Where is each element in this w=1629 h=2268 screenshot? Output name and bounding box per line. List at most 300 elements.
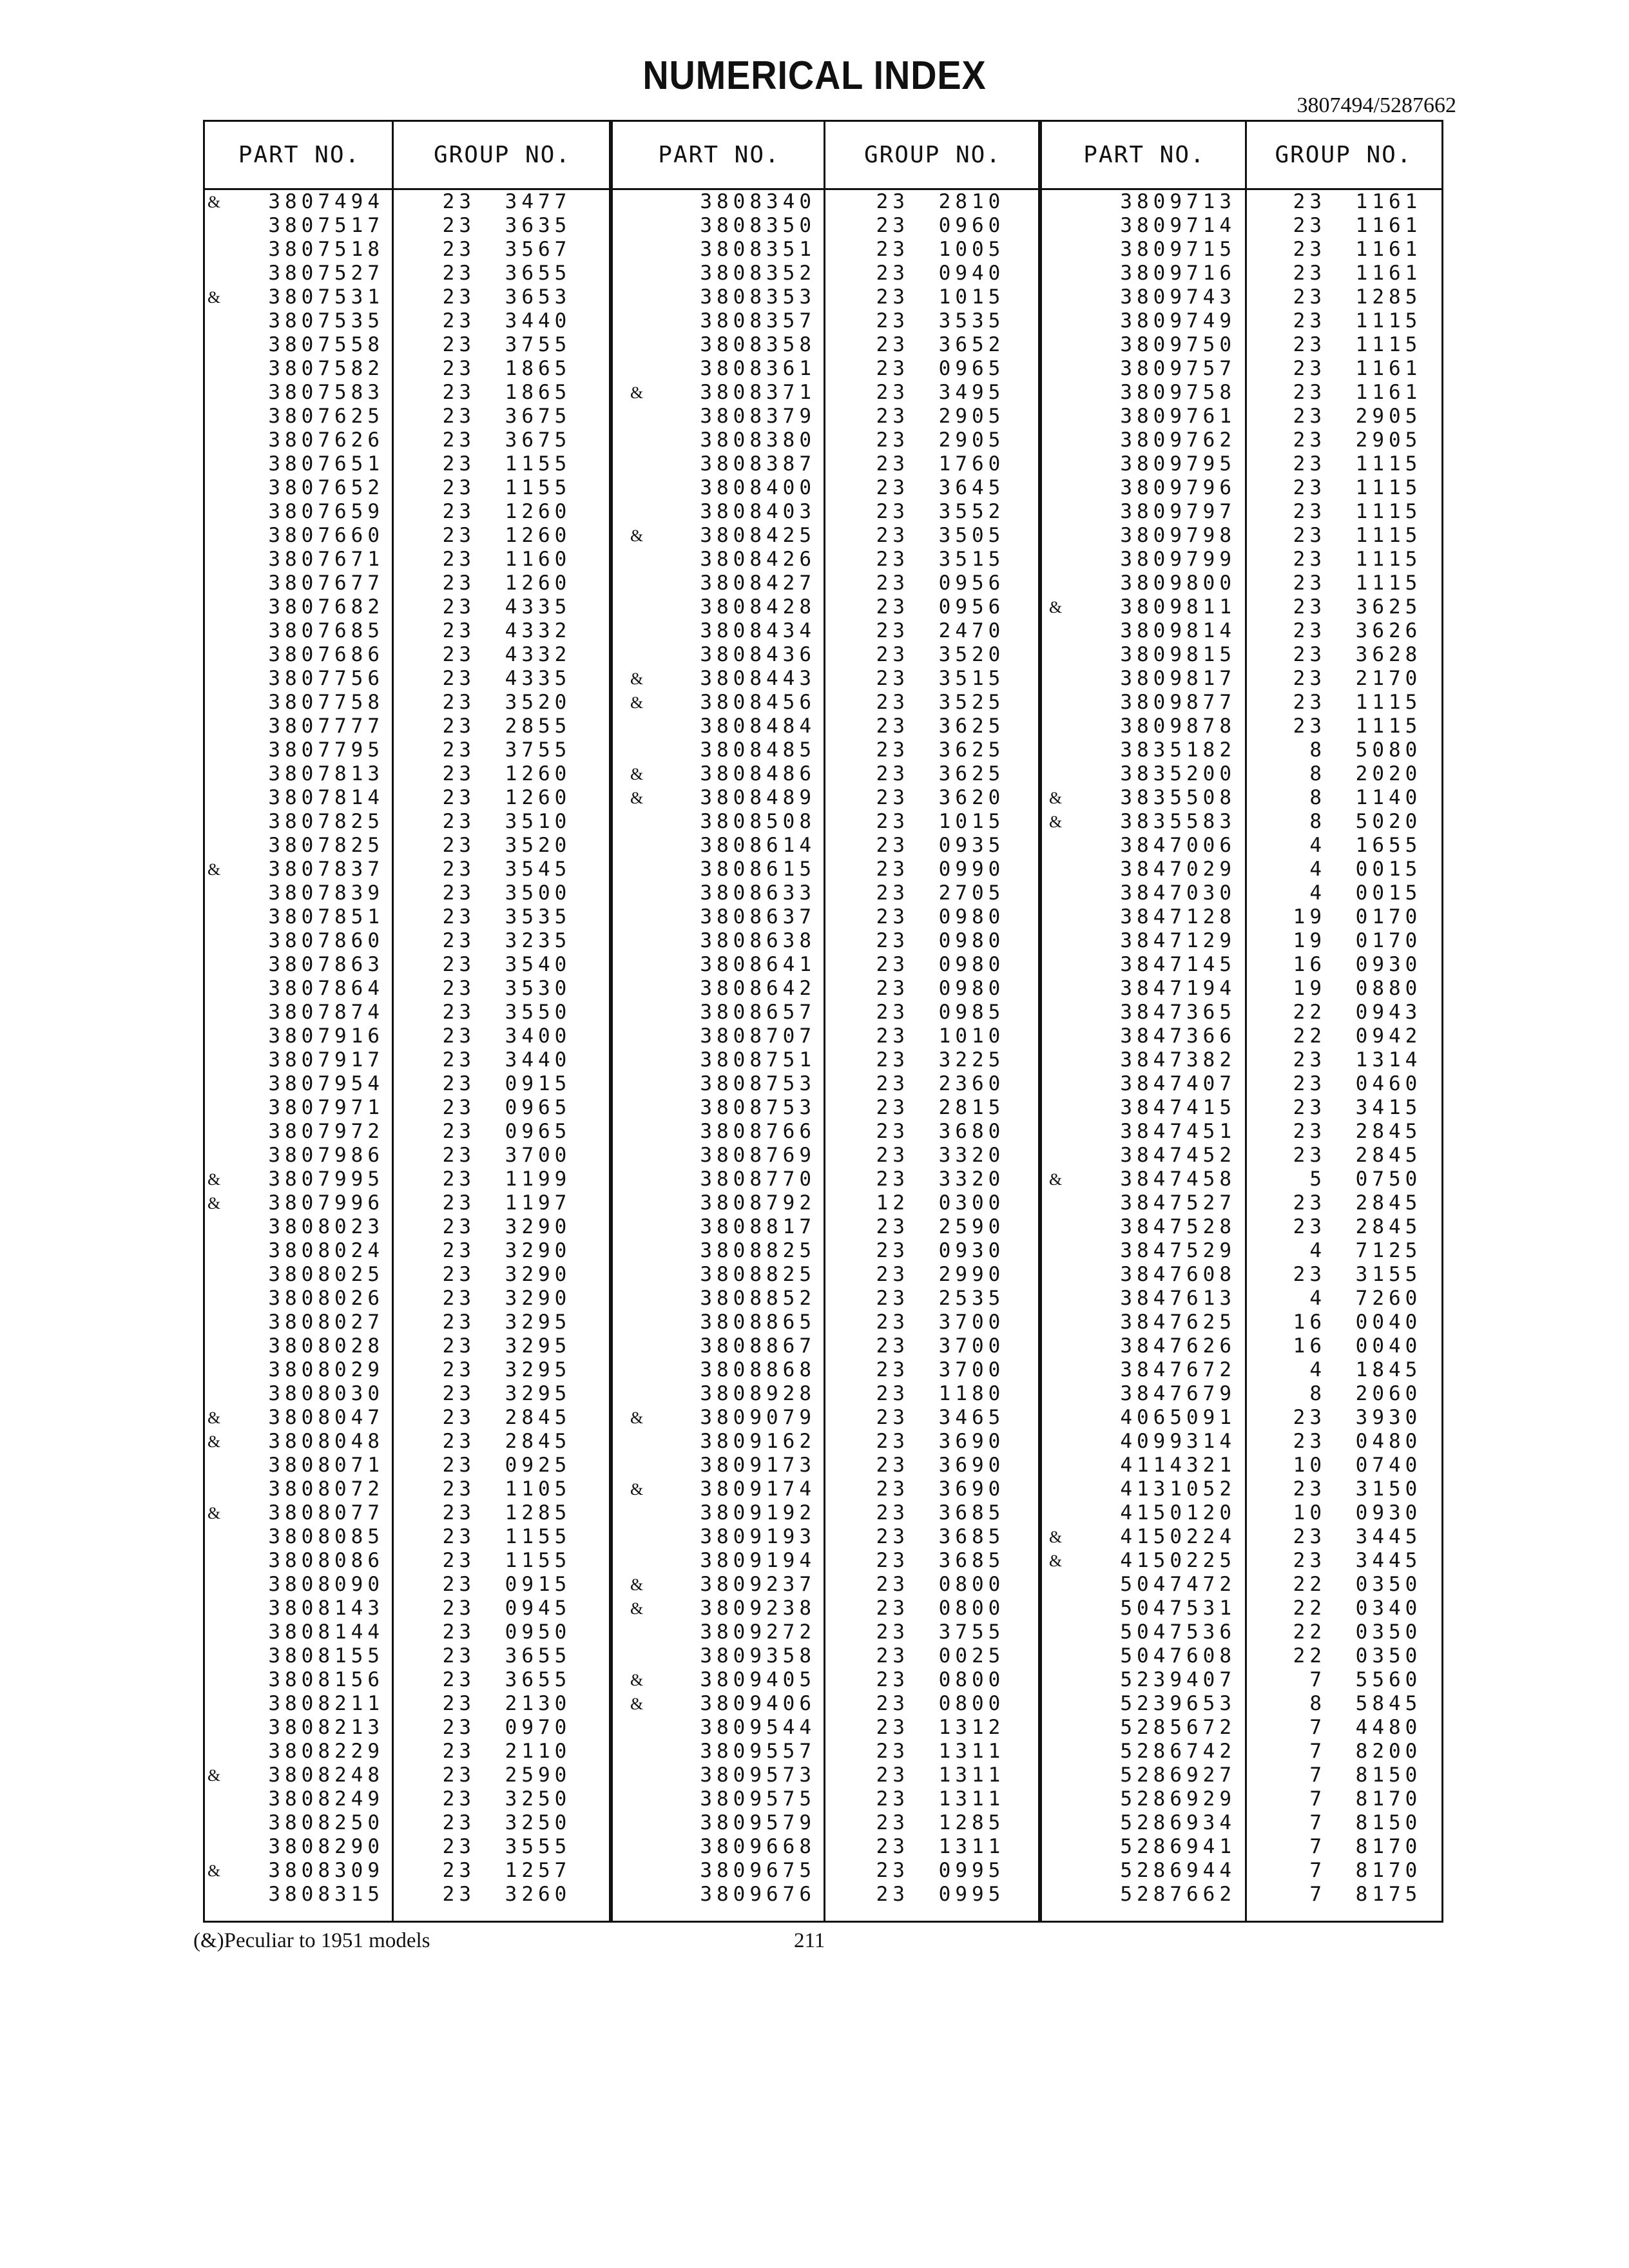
part-number: 3809237	[700, 1573, 816, 1596]
group-number: 19 0880	[1293, 977, 1422, 1000]
part-number: 3809079	[700, 1406, 816, 1429]
peculiar-1951-marker: &	[207, 1194, 221, 1213]
part-number: 3808357	[700, 309, 816, 332]
part-number: 3809173	[700, 1454, 816, 1477]
part-number: 3809877	[1120, 691, 1236, 714]
peculiar-1951-marker: &	[207, 193, 221, 211]
group-number: 23 1161	[1293, 262, 1422, 285]
table-row	[205, 1549, 1441, 1573]
part-number: 3808155	[268, 1644, 384, 1667]
group-number: 23 1015	[876, 810, 1005, 833]
part-number: 3808867	[700, 1334, 816, 1358]
part-number: 3809750	[1120, 333, 1236, 356]
part-number: 4065091	[1120, 1406, 1236, 1429]
peculiar-1951-marker: &	[1049, 1170, 1063, 1189]
table-row	[205, 1120, 1441, 1144]
group-number: 23 0930	[876, 1239, 1005, 1262]
part-number: 3847194	[1120, 977, 1236, 1000]
group-number: 23 3150	[1293, 1477, 1422, 1501]
peculiar-1951-marker: &	[630, 383, 644, 402]
group-number: 23 0995	[876, 1883, 1005, 1906]
part-number: 3847128	[1120, 905, 1236, 928]
group-number: 23 1285	[1293, 285, 1422, 309]
table-row	[205, 1024, 1441, 1048]
group-number: 23 1161	[1293, 238, 1422, 261]
group-number: 23 1005	[876, 238, 1005, 261]
part-number: 3847626	[1120, 1334, 1236, 1358]
group-number: 23 3930	[1293, 1406, 1422, 1429]
group-number: 23 3260	[442, 1883, 572, 1906]
group-number: 23 0800	[876, 1573, 1005, 1596]
group-number: 23 3755	[442, 333, 572, 356]
group-number: 19 0170	[1293, 905, 1422, 928]
part-number: 3809795	[1120, 452, 1236, 476]
table-row	[205, 1001, 1441, 1024]
part-number: 3808489	[700, 786, 816, 809]
part-number: 4150225	[1120, 1549, 1236, 1572]
group-number: 23 3445	[1293, 1525, 1422, 1548]
part-number: 3809575	[700, 1787, 816, 1811]
part-number: 3808213	[268, 1716, 384, 1739]
group-number: 23 3626	[1293, 619, 1422, 642]
footnote: (&)Peculiar to 1951 models	[193, 1929, 430, 1952]
group-number: 23 1010	[876, 1024, 1005, 1048]
group-number: 23 2705	[876, 881, 1005, 905]
part-number: 3808358	[700, 333, 816, 356]
group-number: 7 5560	[1309, 1668, 1422, 1691]
group-number: 23 0915	[442, 1573, 572, 1596]
part-number: 3807860	[268, 929, 384, 952]
group-number: 23 1155	[442, 476, 572, 499]
peculiar-1951-marker: &	[207, 1408, 221, 1427]
part-number: 3807652	[268, 476, 384, 499]
part-number: 3807527	[268, 262, 384, 285]
part-number: 5286934	[1120, 1811, 1236, 1834]
group-number: 23 3675	[442, 428, 572, 452]
group-number: 4 0015	[1309, 858, 1422, 881]
group-number: 23 4335	[442, 667, 572, 690]
group-number: 23 1865	[442, 381, 572, 404]
peculiar-1951-marker: &	[630, 1480, 644, 1499]
part-number: 3808485	[700, 738, 816, 762]
peculiar-1951-marker: &	[207, 1432, 221, 1451]
part-number: 3808753	[700, 1096, 816, 1119]
part-number: 3807583	[268, 381, 384, 404]
part-number: 3807758	[268, 691, 384, 714]
group-number: 23 3625	[1293, 595, 1422, 619]
group-number: 23 3653	[442, 285, 572, 309]
table-row	[205, 524, 1441, 548]
group-number: 23 2905	[876, 405, 1005, 428]
part-number: 3809796	[1120, 476, 1236, 499]
part-number: 3809800	[1120, 572, 1236, 595]
group-number: 23 3320	[876, 1144, 1005, 1167]
table-row	[205, 1763, 1441, 1787]
group-number: 23 1760	[876, 452, 1005, 476]
group-number: 23 1312	[876, 1716, 1005, 1739]
group-number: 23 0980	[876, 905, 1005, 928]
part-number: 3809272	[700, 1620, 816, 1644]
part-number: 3847528	[1120, 1215, 1236, 1238]
group-number: 16 0040	[1293, 1334, 1422, 1358]
part-number: 3808024	[268, 1239, 384, 1262]
table-row	[205, 1501, 1441, 1525]
group-number: 23 2845	[1293, 1215, 1422, 1238]
group-number: 23 3635	[442, 214, 572, 237]
group-number: 23 1314	[1293, 1048, 1422, 1072]
group-number: 23 3685	[876, 1549, 1005, 1572]
group-number: 23 2990	[876, 1263, 1005, 1286]
group-number: 23 3680	[876, 1120, 1005, 1143]
part-number: 3847452	[1120, 1144, 1236, 1167]
page-title: NUMERICAL INDEX	[642, 53, 987, 98]
table-row	[205, 1311, 1441, 1334]
group-number: 23 2170	[1293, 667, 1422, 690]
part-number: 3808486	[700, 762, 816, 785]
group-number: 23 0970	[442, 1716, 572, 1739]
group-number: 12 0300	[876, 1191, 1005, 1215]
group-number: 23 0956	[876, 595, 1005, 619]
table-row	[205, 953, 1441, 977]
part-number: 3807874	[268, 1001, 384, 1024]
group-number: 23 3700	[442, 1144, 572, 1167]
group-number: 23 3290	[442, 1263, 572, 1286]
part-number: 3809811	[1120, 595, 1236, 619]
group-number: 7 8200	[1309, 1740, 1422, 1763]
group-number: 8 5080	[1309, 738, 1422, 762]
group-number: 23 1260	[442, 762, 572, 785]
group-number: 23 3535	[876, 309, 1005, 332]
part-number: 3809749	[1120, 309, 1236, 332]
part-number: 3807864	[268, 977, 384, 1000]
group-number: 23 0995	[876, 1859, 1005, 1882]
part-number: 3835583	[1120, 810, 1236, 833]
group-number: 23 0980	[876, 929, 1005, 952]
part-number: 3808072	[268, 1477, 384, 1501]
group-number: 23 1115	[1293, 309, 1422, 332]
group-number: 23 3655	[442, 1644, 572, 1667]
part-number: 3809573	[700, 1763, 816, 1787]
table-row	[205, 214, 1441, 238]
part-number: 3808085	[268, 1525, 384, 1548]
table-row	[205, 405, 1441, 428]
part-number: 3809799	[1120, 548, 1236, 571]
group-number: 23 2905	[1293, 405, 1422, 428]
group-number: 16 0040	[1293, 1311, 1422, 1334]
part-number: 3807825	[268, 834, 384, 857]
group-number: 23 3628	[1293, 643, 1422, 666]
part-number: 3808865	[700, 1311, 816, 1334]
group-number: 23 3400	[442, 1024, 572, 1048]
group-number: 23 0925	[442, 1454, 572, 1477]
group-number: 23 3550	[442, 1001, 572, 1024]
group-number: 23 1155	[442, 452, 572, 476]
group-number: 23 2845	[442, 1406, 572, 1429]
peculiar-1951-marker: &	[1049, 789, 1063, 807]
part-number: 3808361	[700, 357, 816, 380]
group-number: 23 1260	[442, 500, 572, 523]
part-number: 3808751	[700, 1048, 816, 1072]
table-row	[205, 1573, 1441, 1597]
group-number: 23 2360	[876, 1072, 1005, 1095]
group-number: 23 2590	[876, 1215, 1005, 1238]
table-row	[205, 1334, 1441, 1358]
group-number: 23 3675	[442, 405, 572, 428]
part-number: 3808403	[700, 500, 816, 523]
part-number: 3808637	[700, 905, 816, 928]
group-number: 23 3155	[1293, 1263, 1422, 1286]
table-row	[205, 1239, 1441, 1263]
group-number: 23 2845	[1293, 1120, 1422, 1143]
group-number: 23 3555	[442, 1835, 572, 1858]
group-number: 23 3440	[442, 1048, 572, 1072]
table-row	[205, 452, 1441, 476]
table-row	[205, 762, 1441, 786]
table-row	[205, 238, 1441, 262]
part-number: 3808248	[268, 1763, 384, 1787]
peculiar-1951-marker: &	[207, 1170, 221, 1189]
group-number: 23 3625	[876, 762, 1005, 785]
part-number: 3847451	[1120, 1120, 1236, 1143]
group-number: 23 3525	[876, 691, 1005, 714]
group-number: 8 5845	[1309, 1692, 1422, 1715]
table-row	[205, 476, 1441, 500]
group-number: 23 1115	[1293, 333, 1422, 356]
group-number: 23 0945	[442, 1597, 572, 1620]
group-number: 23 0965	[442, 1120, 572, 1143]
group-number: 23 1115	[1293, 500, 1422, 523]
part-number: 3807517	[268, 214, 384, 237]
page-number: 211	[794, 1929, 825, 1952]
group-number: 23 2590	[442, 1763, 572, 1787]
table-row	[205, 285, 1441, 309]
group-number: 23 3567	[442, 238, 572, 261]
part-number: 3809162	[700, 1430, 816, 1453]
group-number: 23 1161	[1293, 357, 1422, 380]
group-number: 23 3495	[876, 381, 1005, 404]
group-number: 10 0740	[1293, 1454, 1422, 1477]
part-number: 3809761	[1120, 405, 1236, 428]
group-number: 23 3685	[876, 1525, 1005, 1548]
table-row	[205, 1525, 1441, 1549]
part-number: 3807677	[268, 572, 384, 595]
part-number: 3808641	[700, 953, 816, 976]
part-number: 3807825	[268, 810, 384, 833]
group-number: 23 3515	[876, 667, 1005, 690]
group-number: 23 3625	[876, 738, 1005, 762]
group-number: 23 2130	[442, 1692, 572, 1715]
table-row	[205, 1406, 1441, 1430]
part-number: 3808090	[268, 1573, 384, 1596]
part-number: 3808156	[268, 1668, 384, 1691]
table-row	[205, 1740, 1441, 1763]
part-number: 3809757	[1120, 357, 1236, 380]
group-number: 23 0460	[1293, 1072, 1422, 1095]
table-row	[205, 190, 1441, 214]
part-number: 3807625	[268, 405, 384, 428]
part-number: 3847529	[1120, 1239, 1236, 1262]
group-number: 23 0800	[876, 1668, 1005, 1691]
table-row	[205, 1382, 1441, 1406]
part-number: 3809668	[700, 1835, 816, 1858]
peculiar-1951-marker: &	[630, 1408, 644, 1427]
part-number: 3808340	[700, 190, 816, 213]
part-number: 3808028	[268, 1334, 384, 1358]
part-number: 3808426	[700, 548, 816, 571]
part-number: 3808400	[700, 476, 816, 499]
group-number: 23 0985	[876, 1001, 1005, 1024]
part-number: 3809406	[700, 1692, 816, 1715]
part-number: 3835182	[1120, 738, 1236, 762]
table-row	[205, 881, 1441, 905]
group-number: 22 0350	[1293, 1620, 1422, 1644]
group-number: 23 1015	[876, 285, 1005, 309]
group-number: 23 2845	[1293, 1191, 1422, 1215]
part-number: 3847366	[1120, 1024, 1236, 1048]
peculiar-1951-marker: &	[630, 1599, 644, 1618]
table-row	[205, 1644, 1441, 1668]
part-number: 5286927	[1120, 1763, 1236, 1787]
part-number: 3809814	[1120, 619, 1236, 642]
part-number: 3808350	[700, 214, 816, 237]
group-number: 23 1161	[1293, 381, 1422, 404]
part-number: 3808615	[700, 858, 816, 881]
table-row	[205, 1454, 1441, 1477]
group-number: 4 0015	[1309, 881, 1422, 905]
group-number: 23 0940	[876, 262, 1005, 285]
part-number: 3807972	[268, 1120, 384, 1143]
group-number: 23 3520	[442, 691, 572, 714]
part-number: 3809797	[1120, 500, 1236, 523]
part-number: 5047536	[1120, 1620, 1236, 1644]
part-number: 3809762	[1120, 428, 1236, 452]
part-number: 3847672	[1120, 1358, 1236, 1381]
part-number: 5047608	[1120, 1644, 1236, 1667]
group-number: 22 0943	[1293, 1001, 1422, 1024]
part-number: 3809238	[700, 1597, 816, 1620]
part-number: 3847458	[1120, 1168, 1236, 1191]
table-row	[205, 667, 1441, 691]
part-number: 3809405	[700, 1668, 816, 1691]
group-number: 23 1161	[1293, 190, 1422, 213]
part-number: 3808379	[700, 405, 816, 428]
group-number: 23 1260	[442, 786, 572, 809]
part-number: 3808211	[268, 1692, 384, 1715]
peculiar-1951-marker: &	[207, 288, 221, 307]
part-number: 3807651	[268, 452, 384, 476]
group-number: 23 3530	[442, 977, 572, 1000]
group-number: 23 3700	[876, 1311, 1005, 1334]
table-row	[205, 1096, 1441, 1120]
header-part-no-3: PART NO.	[1083, 142, 1206, 168]
part-number: 3808436	[700, 643, 816, 666]
group-number: 23 3690	[876, 1430, 1005, 1453]
group-number: 23 3685	[876, 1501, 1005, 1524]
part-number: 3808769	[700, 1144, 816, 1167]
table-row	[205, 1692, 1441, 1716]
group-number: 23 2855	[442, 715, 572, 738]
group-number: 23 1285	[876, 1811, 1005, 1834]
part-number: 3808229	[268, 1740, 384, 1763]
part-number: 3809579	[700, 1811, 816, 1834]
group-number: 23 4332	[442, 643, 572, 666]
table-row	[205, 262, 1441, 285]
part-number: 3808427	[700, 572, 816, 595]
part-number: 5286929	[1120, 1787, 1236, 1811]
part-number: 3807518	[268, 238, 384, 261]
part-number: 3808071	[268, 1454, 384, 1477]
group-number: 7 8170	[1309, 1787, 1422, 1811]
group-number: 23 3552	[876, 500, 1005, 523]
group-number: 22 0350	[1293, 1573, 1422, 1596]
part-number: 3809743	[1120, 285, 1236, 309]
table-row	[205, 1215, 1441, 1239]
group-number: 23 3445	[1293, 1549, 1422, 1572]
part-number: 5047472	[1120, 1573, 1236, 1596]
group-number: 23 1199	[442, 1168, 572, 1191]
group-number: 23 2810	[876, 190, 1005, 213]
table-row	[205, 500, 1441, 524]
group-number: 23 0980	[876, 953, 1005, 976]
group-number: 23 2815	[876, 1096, 1005, 1119]
table-row	[205, 333, 1441, 357]
table-row	[205, 643, 1441, 667]
group-number: 22 0350	[1293, 1644, 1422, 1667]
group-number: 23 1197	[442, 1191, 572, 1215]
table-row	[205, 548, 1441, 572]
part-number: 3808023	[268, 1215, 384, 1238]
group-number: 23 1257	[442, 1859, 572, 1882]
part-number: 3808753	[700, 1072, 816, 1095]
group-number: 23 3235	[442, 929, 572, 952]
group-number: 23 3320	[876, 1168, 1005, 1191]
part-number: 3808817	[700, 1215, 816, 1238]
group-number: 23 3250	[442, 1787, 572, 1811]
table-row	[205, 786, 1441, 810]
group-number: 23 3700	[876, 1334, 1005, 1358]
part-number: 3808792	[700, 1191, 816, 1215]
group-number: 10 0930	[1293, 1501, 1422, 1524]
part-number: 5239407	[1120, 1668, 1236, 1691]
group-number: 23 1160	[442, 548, 572, 571]
part-number: 3847608	[1120, 1263, 1236, 1286]
part-number: 3809714	[1120, 214, 1236, 237]
group-number: 23 0960	[876, 214, 1005, 237]
table-row	[205, 834, 1441, 858]
table-row	[205, 1811, 1441, 1835]
peculiar-1951-marker: &	[630, 1695, 644, 1713]
table-row	[205, 572, 1441, 595]
group-number: 23 4332	[442, 619, 572, 642]
part-number: 3808249	[268, 1787, 384, 1811]
part-number: 3807795	[268, 738, 384, 762]
group-number: 23 3625	[876, 715, 1005, 738]
part-number: 3809815	[1120, 643, 1236, 666]
part-number: 4099314	[1120, 1430, 1236, 1453]
table-row	[205, 1859, 1441, 1883]
peculiar-1951-marker: &	[207, 1766, 221, 1785]
group-number: 23 1115	[1293, 452, 1422, 476]
table-row	[205, 1287, 1441, 1311]
table-row	[205, 1668, 1441, 1692]
part-number: 3808380	[700, 428, 816, 452]
group-number: 23 1311	[876, 1740, 1005, 1763]
peculiar-1951-marker: &	[1049, 1552, 1063, 1570]
table-row	[205, 1620, 1441, 1644]
part-number: 3808077	[268, 1501, 384, 1524]
table-row	[205, 619, 1441, 643]
group-number: 23 3415	[1293, 1096, 1422, 1119]
